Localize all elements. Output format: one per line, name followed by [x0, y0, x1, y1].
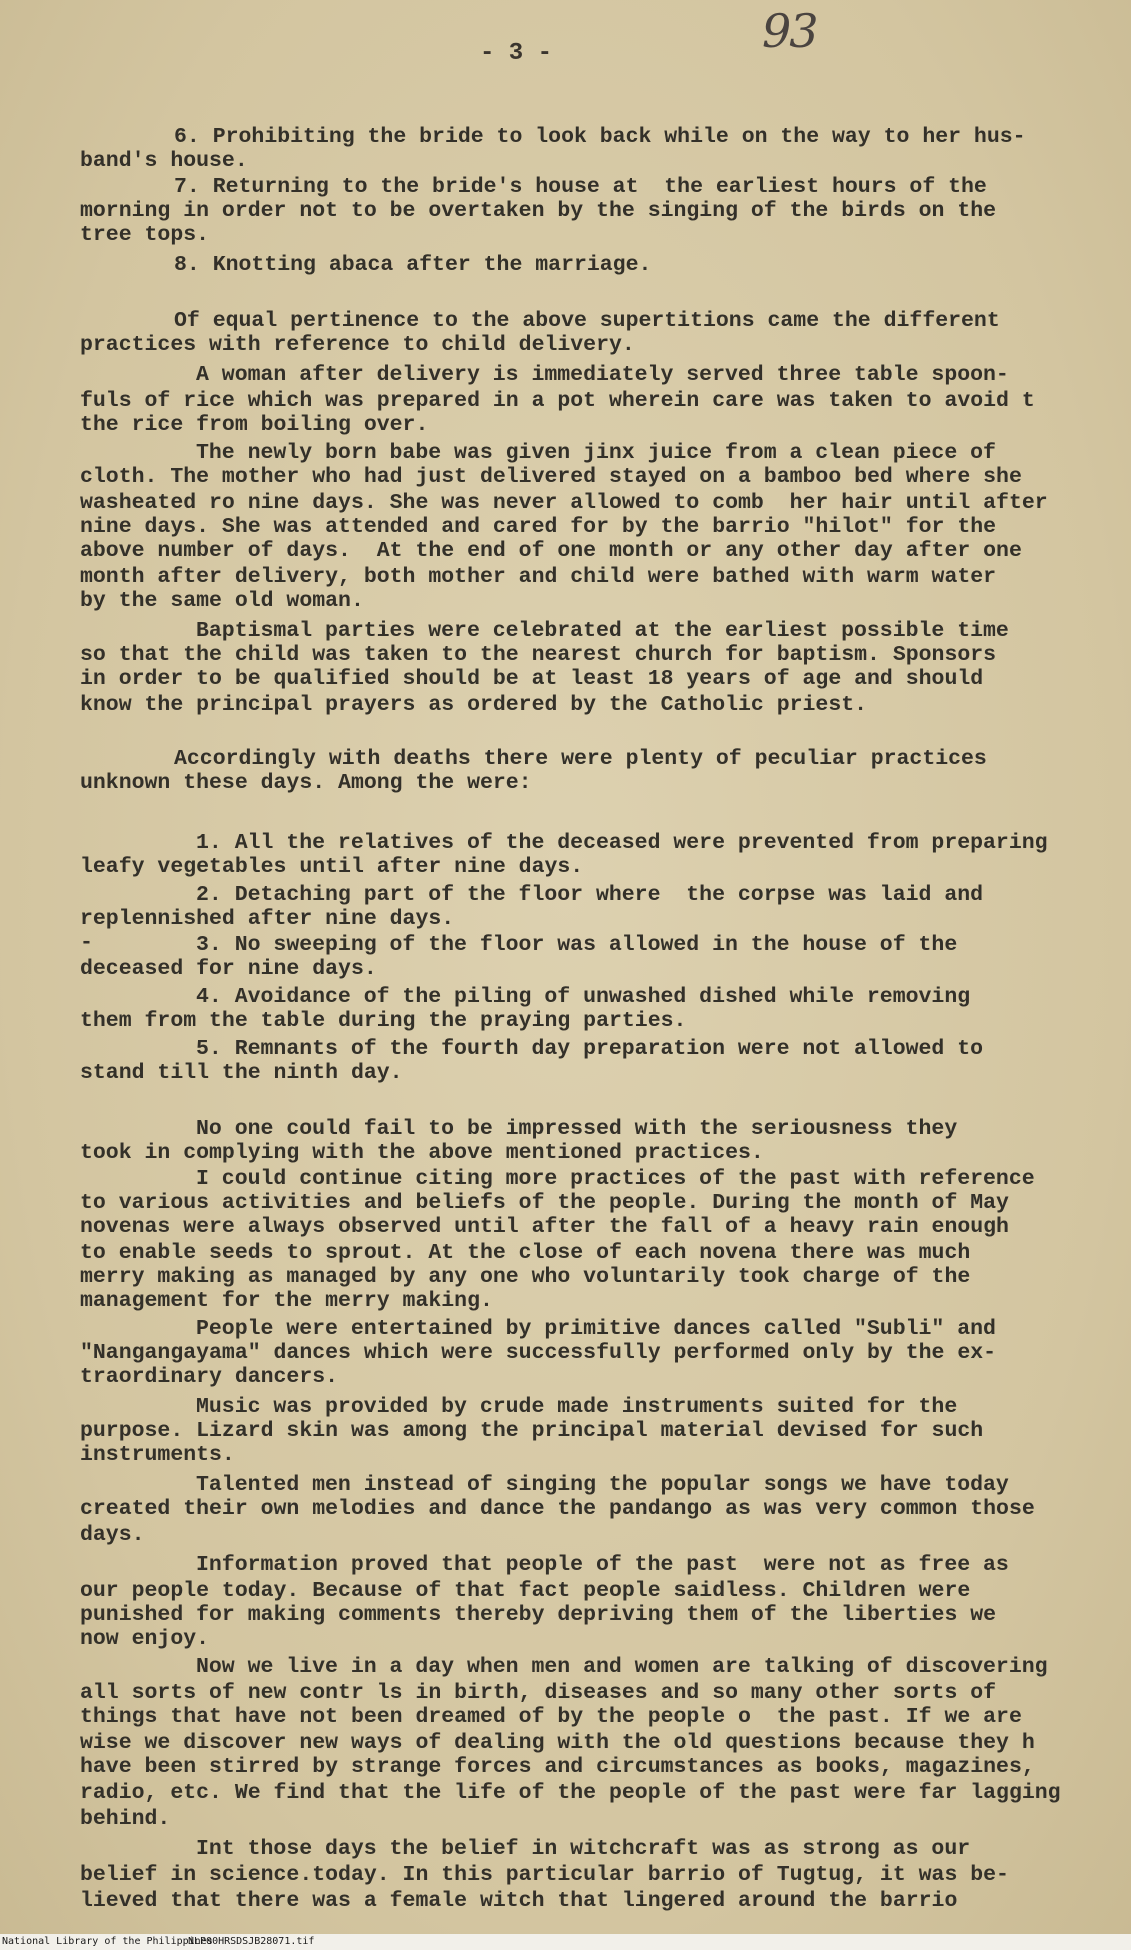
text-line: deceased for nine days.: [80, 957, 377, 981]
page-number: - 3 -: [480, 40, 553, 67]
text-line: radio, etc. We find that the life of the people of the past were far lagging: [80, 1781, 1061, 1805]
text-line: stand till the ninth day.: [80, 1061, 403, 1085]
text-line: lieved that there was a female witch that lingered around the barrio: [80, 1889, 958, 1913]
text-line: purpose. Lizard skin was among the principal material devised for such: [80, 1419, 984, 1443]
text-line: things that have not been dreamed of by the people o the past. If we are: [80, 1705, 1022, 1729]
text-line: fuls of rice which was prepared in a pot wherein care was taken to avoid t: [80, 389, 1035, 413]
text-line: them from the table during the praying parties.: [80, 1009, 687, 1033]
text-line: instruments.: [80, 1443, 235, 1467]
text-line: behind.: [80, 1807, 171, 1831]
text-line: Accordingly with deaths there were plenty of peculiar practices: [174, 747, 987, 771]
text-line: punished for making comments thereby depriving them of the liberties we: [80, 1603, 997, 1627]
text-line: band's house.: [80, 149, 248, 173]
text-line: Information proved that people of the past were not as free as: [196, 1553, 1009, 1577]
text-line: Int those days the belief in witchcraft was as strong as our: [196, 1837, 971, 1861]
text-line: by the same old woman.: [80, 589, 364, 613]
scan-footer: [0, 1934, 1131, 1950]
footer-file: NLP00HRSDSJB28071.tif: [188, 1936, 315, 1947]
text-line: Baptismal parties were celebrated at the earliest possible time: [196, 619, 1009, 643]
text-line: the rice from boiling over.: [80, 413, 429, 437]
text-line: belief in science.today. In this particular barrio of Tugtug, it was be-: [80, 1863, 1009, 1887]
text-line: replennished after nine days.: [80, 907, 455, 931]
text-line: now enjoy.: [80, 1627, 210, 1651]
text-line: Of equal pertinence to the above supertitions came the different: [174, 309, 1000, 333]
text-line: 6. Prohibiting the bride to look back while on the way to her hus-: [174, 125, 1026, 149]
text-line: tree tops.: [80, 223, 210, 247]
text-line: cloth. The mother who had just delivered stayed on a bamboo bed where she: [80, 465, 1022, 489]
text-line: "Nangangayama" dances which were successfully performed only by the ex-: [80, 1341, 997, 1365]
text-line: traordinary dancers.: [80, 1365, 339, 1389]
text-line: our people today. Because of that fact people saidless. Children were: [80, 1579, 971, 1603]
text-line: leafy vegetables until after nine days.: [80, 855, 584, 879]
text-line: unknown these days. Among the were:: [80, 771, 532, 795]
text-line: know the principal prayers as ordered by the Catholic priest.: [80, 693, 868, 717]
text-line: Music was provided by crude made instruments suited for the: [196, 1395, 958, 1419]
text-line: People were entertained by primitive dances called "Subli" and: [196, 1317, 996, 1341]
text-line: all sorts of new contr ls in birth, diseases and so many other sorts of: [80, 1681, 997, 1705]
text-line: morning in order not to be overtaken by the singing of the birds on the: [80, 199, 997, 223]
text-line: washeated ro nine days. She was never allowed to comb her hair until after: [80, 491, 1048, 515]
text-line: management for the merry making.: [80, 1289, 493, 1313]
text-line: to enable seeds to sprout. At the close of each novena there was much: [80, 1241, 971, 1265]
text-line: month after delivery, both mother and child were bathed with warm water: [80, 565, 997, 589]
text-line: nine days. She was attended and cared for by the barrio "hilot" for the: [80, 515, 997, 539]
text-line: above number of days. At the end of one month or any other day after one: [80, 539, 1022, 563]
text-line: 8. Knotting abaca after the marriage.: [174, 253, 652, 277]
text-line: 4. Avoidance of the piling of unwashed dished while removing: [196, 985, 971, 1009]
text-line: so that the child was taken to the nearest church for baptism. Sponsors: [80, 643, 997, 667]
text-line: Now we live in a day when men and women are talking of discovering: [196, 1655, 1048, 1679]
text-line: 3. No sweeping of the floor was allowed in the house of the: [196, 933, 958, 957]
text-line: wise we discover new ways of dealing with the old questions because they h: [80, 1731, 1035, 1755]
text-line: 2. Detaching part of the floor where the corpse was laid and: [196, 883, 984, 907]
text-line: to various activities and beliefs of the people. During the month of May: [80, 1191, 1009, 1215]
text-line: A woman after delivery is immediately served three table spoon-: [196, 363, 1009, 387]
footer-source: National Library of the Philippines: [2, 1936, 213, 1947]
text-line: Talented men instead of singing the popular songs we have today: [196, 1473, 1009, 1497]
text-line: -: [80, 931, 93, 955]
text-line: 1. All the relatives of the deceased were prevented from preparing: [196, 831, 1048, 855]
text-line: practices with reference to child delivery.: [80, 333, 635, 357]
text-line: The newly born babe was given jinx juice from a clean piece of: [196, 441, 996, 465]
text-line: days.: [80, 1523, 145, 1547]
text-line: No one could fail to be impressed with the seriousness they: [196, 1117, 958, 1141]
text-line: in order to be qualified should be at least 18 years of age and should: [80, 667, 984, 691]
text-line: 5. Remnants of the fourth day preparation were not allowed to: [196, 1037, 984, 1061]
text-line: I could continue citing more practices of the past with reference: [196, 1167, 1035, 1191]
text-line: have been stirred by strange forces and circumstances as books, magazines,: [80, 1755, 1035, 1779]
text-line: 7. Returning to the bride's house at the earliest hours of the: [174, 175, 987, 199]
handwritten-page-number: 93: [762, 4, 817, 58]
text-line: took in complying with the above mentioned practices.: [80, 1141, 764, 1165]
text-line: created their own melodies and dance the pandango as was very common those: [80, 1497, 1035, 1521]
text-line: merry making as managed by any one who voluntarily took charge of the: [80, 1265, 971, 1289]
text-line: novenas were always observed until after the fall of a heavy rain enough: [80, 1215, 1009, 1239]
